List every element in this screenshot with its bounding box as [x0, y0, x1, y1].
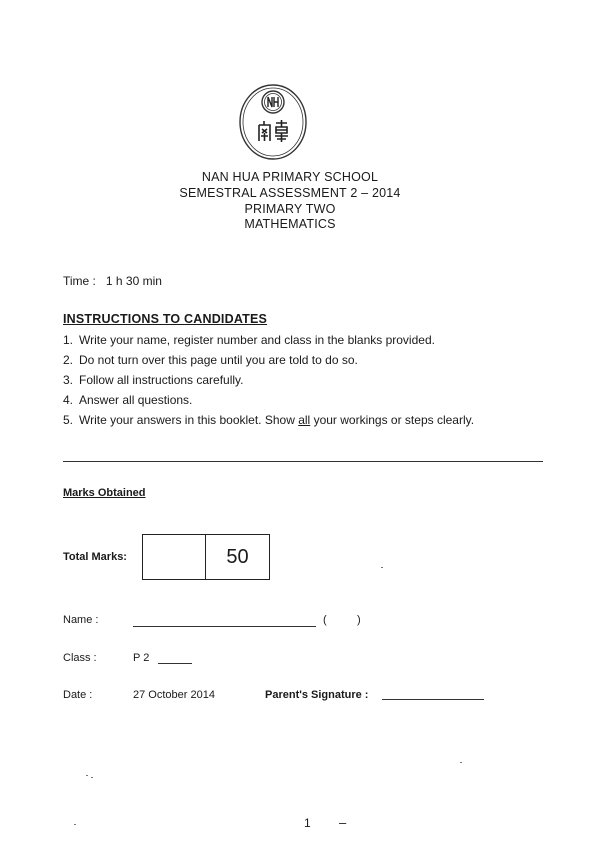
total-marks-label: Total Marks: [63, 551, 127, 563]
total-marks-value: 50 [226, 545, 249, 568]
scan-speck [460, 762, 462, 763]
time-row [63, 274, 162, 288]
footer-dash: – [339, 815, 347, 830]
register-open-paren: ( [323, 614, 327, 626]
instruction-emphasis: all [298, 413, 311, 427]
instruction-text-part: Write your answers in this booklet. Show [79, 413, 299, 427]
class-label: Class : [63, 652, 97, 664]
date-value: 27 October 2014 [133, 689, 215, 701]
signature-field[interactable] [382, 699, 484, 700]
instruction-item [63, 333, 503, 348]
instruction-text: Write your name, register number and class in the blanks provided. [79, 333, 435, 347]
name-label: Name : [63, 614, 99, 626]
register-close-paren: ) [357, 614, 361, 626]
instruction-number: 1. [63, 333, 74, 347]
scan-speck [86, 775, 88, 776]
school-name: NAN HUA PRIMARY SCHOOL [201, 170, 379, 184]
time-value: 1 h 30 min [105, 274, 162, 288]
instruction-item [63, 413, 503, 428]
scan-speck [381, 567, 383, 568]
instruction-text: Do not turn over this page until you are told to do so. [79, 353, 358, 367]
instructions-title: INSTRUCTIONS TO CANDIDATES [63, 312, 268, 326]
instruction-number: 5. [63, 413, 74, 427]
date-label: Date : [63, 689, 93, 701]
instruction-number: 4. [63, 393, 74, 407]
instruction-text [79, 413, 503, 428]
school-logo [238, 83, 308, 161]
time-label: Time : [63, 274, 96, 288]
marks-box [142, 534, 270, 580]
page-number: 1 [304, 816, 311, 830]
instruction-text-part: your workings or steps clearly. [310, 413, 475, 427]
scan-speck [91, 777, 93, 778]
scan-speck [74, 824, 76, 825]
score-field[interactable] [143, 535, 206, 579]
instruction-number: 3. [63, 373, 74, 387]
section-divider [63, 461, 543, 462]
instructions-list [63, 333, 503, 433]
class-field[interactable] [158, 663, 192, 664]
signature-label: Parent's Signature : [265, 689, 369, 701]
instruction-item [63, 353, 503, 368]
instruction-number: 2. [63, 353, 74, 367]
marks-obtained-title: Marks Obtained [63, 487, 146, 499]
instruction-item [63, 373, 503, 388]
instruction-item [63, 393, 503, 408]
class-prefix: P 2 [133, 652, 150, 664]
instruction-text: Answer all questions. [79, 393, 193, 407]
instruction-text: Follow all instructions carefully. [79, 373, 244, 387]
name-field[interactable] [133, 626, 316, 627]
level: PRIMARY TWO [244, 202, 336, 216]
assessment-title: SEMESTRAL ASSESSMENT 2 – 2014 [179, 186, 401, 200]
subject: MATHEMATICS [244, 217, 336, 231]
